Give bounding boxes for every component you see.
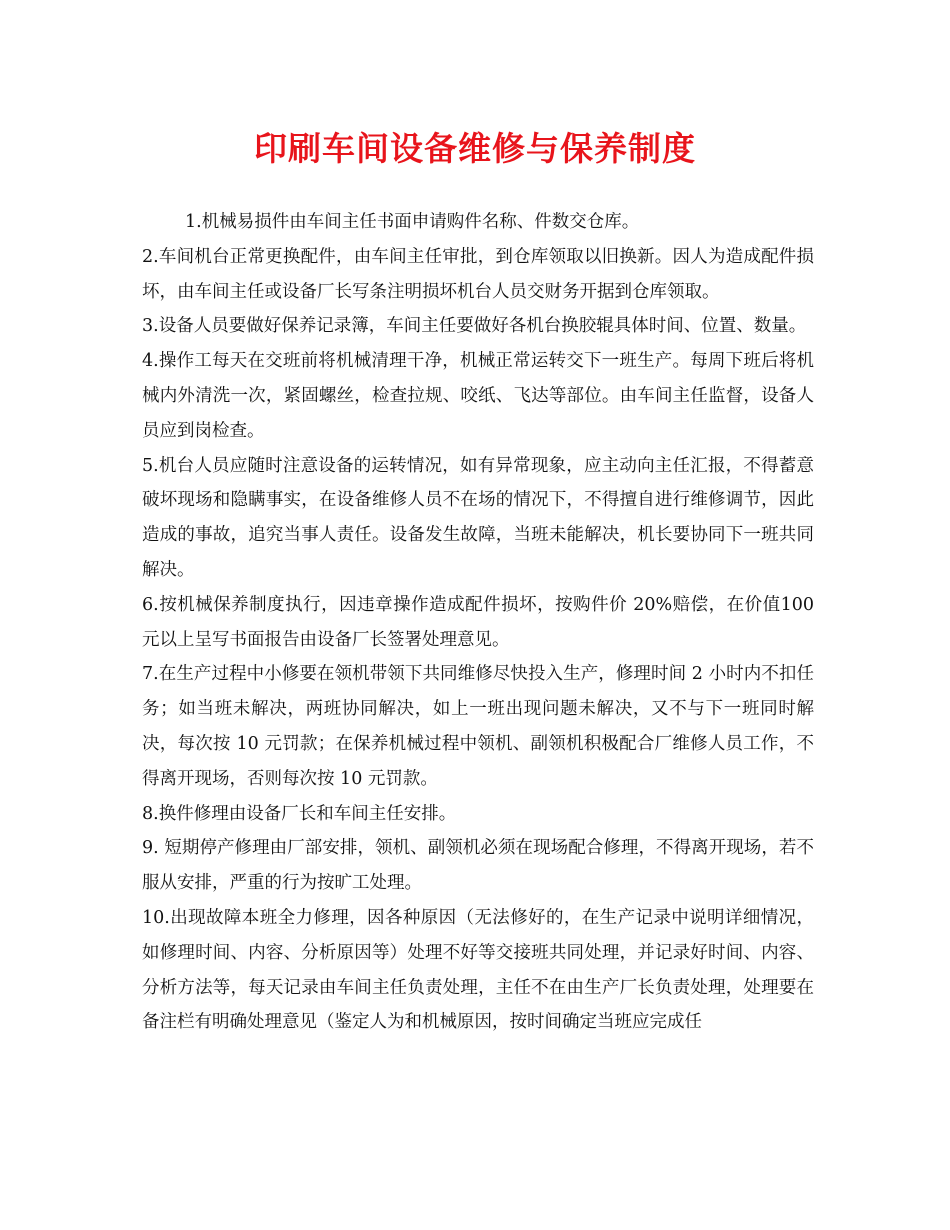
paragraph-9: 9. 短期停产修理由厂部安排，领机、副领机必须在现场配合修理，不得离开现场，若不服从安排，严重的行为按旷工处理。 [142,838,814,894]
paragraph-5: 5.机台人员应随时注意设备的运转情况，如有异常现象，应主动向主任汇报，不得蓄意破坏现场和隐瞒事实，在设备维修人员不在场的情况下，不得擅自进行维修调节，因此造成的事故，追究当事人责任。设备发生故障，当班未能解决，机长要协同下一班共同解决。 [142,455,814,580]
document-body [142,205,814,1040]
paragraph-1: 1.机械易损件由车间主任书面申请购件名称、件数交仓库。 [185,212,640,232]
paragraph-8: 8.换件修理由设备厂长和车间主任安排。 [142,803,457,824]
paragraph-3: 3.设备人员要做好保养记录簿，车间主任要做好各机台换胶辊具体时间、位置、数量。 [142,316,807,337]
paragraph-6: 6.按机械保养制度执行，因违章操作造成配件损坏，按购件价 20%赔偿，在价值100元以上呈写书面报告由设备厂长签署处理意见。 [142,594,814,650]
paragraph-10: 10.出现故障本班全力修理，因各种原因（无法修好的，在生产记录中说明详细情况，如修理时间、内容、分析原因等）处理不好等交接班共同处理，并记录好时间、内容、分析方法等，每天记录由车间主任负责处理，主任不在由生产厂长负责处理，处理要在备注栏有明确处理意见（鉴定人为和机械原因，按时间确定当班应完成任 [142,907,814,1033]
paragraph-2: 2.车间机台正常更换配件，由车间主任审批，到仓库领取以旧换新。因人为造成配件损坏，由车间主任或设备厂长写条注明损坏机台人员交财务开据到仓库领取。 [142,246,814,302]
paragraph-4: 4.操作工每天在交班前将机械清理干净，机械正常运转交下一班生产。每周下班后将机械内外清洗一次，紧固螺丝，检查拉规、咬纸、飞达等部位。由车间主任监督，设备人员应到岗检查。 [142,351,814,441]
paragraph-7: 7.在生产过程中小修要在领机带领下共同维修尽快投入生产，修理时间 2 小时内不扣任务；如当班未解决，两班协同解决，如上一班出现问题未解决，又不与下一班同时解决，每次按 10 元罚款；在保养机械过程中领机、副领机积极配合厂维修人员工作，不得离开现场，否则每次按 10 元罚款。 [142,664,814,789]
document-title: 印刷车间设备维修与保养制度 [254,129,696,168]
